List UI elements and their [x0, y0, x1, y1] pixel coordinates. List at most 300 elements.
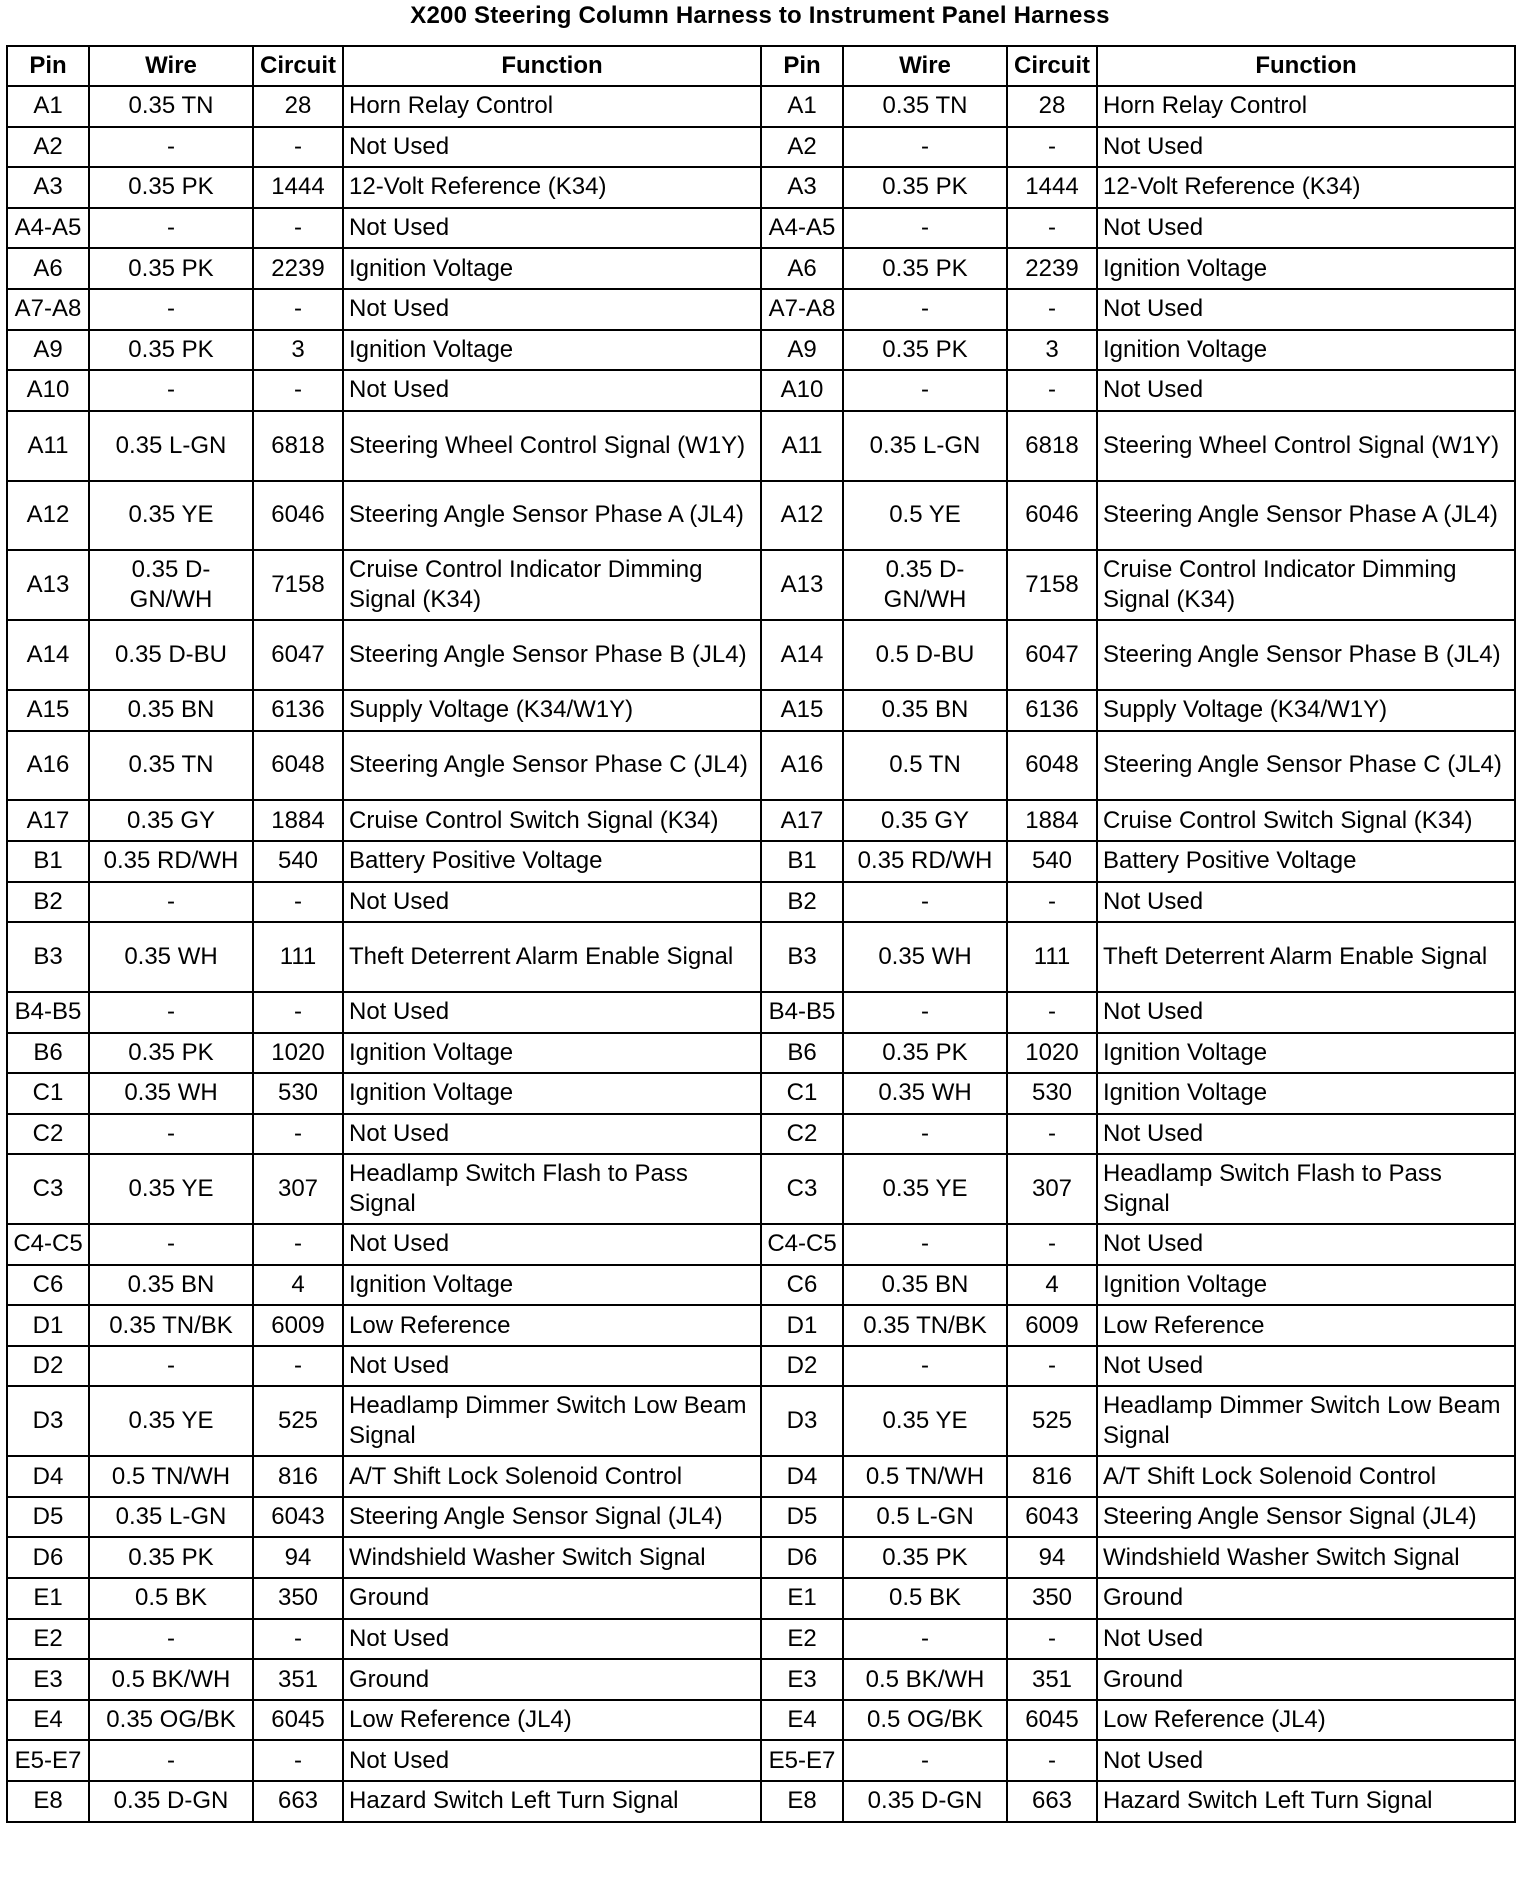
pin-cell: A17: [7, 800, 89, 841]
pin-cell: A11: [7, 411, 89, 481]
pin-cell: A6: [7, 248, 89, 289]
pin-cell: A9: [761, 330, 843, 371]
circuit-cell: -: [1007, 992, 1097, 1033]
pin-cell: A13: [7, 550, 89, 620]
function-cell: Not Used: [1097, 1224, 1515, 1265]
wire-cell: 0.35 WH: [89, 1073, 253, 1114]
pin-cell: E2: [7, 1619, 89, 1660]
function-cell: Low Reference: [1097, 1305, 1515, 1346]
wire-cell: 0.5 BK: [89, 1578, 253, 1619]
pin-cell: A7-A8: [7, 289, 89, 330]
pin-cell: B1: [761, 841, 843, 882]
wire-cell: -: [89, 992, 253, 1033]
table-row: [7, 731, 1515, 801]
pin-cell: A1: [761, 86, 843, 127]
function-cell: Not Used: [343, 1224, 761, 1265]
table-row: [7, 1781, 1515, 1822]
function-cell: Steering Angle Sensor Phase A (JL4): [343, 481, 761, 551]
circuit-cell: 3: [1007, 330, 1097, 371]
function-cell: Ignition Voltage: [343, 1265, 761, 1306]
function-cell: Cruise Control Indicator Dimming Signal (K34): [343, 550, 761, 620]
table-row: [7, 1497, 1515, 1538]
function-cell: Not Used: [343, 370, 761, 411]
pin-cell: A11: [761, 411, 843, 481]
circuit-cell: 530: [253, 1073, 343, 1114]
pin-cell: A9: [7, 330, 89, 371]
table-row: [7, 1305, 1515, 1346]
pin-cell: C6: [761, 1265, 843, 1306]
circuit-cell: 4: [1007, 1265, 1097, 1306]
circuit-cell: 111: [1007, 922, 1097, 992]
function-cell: Headlamp Dimmer Switch Low Beam Signal: [1097, 1386, 1515, 1456]
circuit-cell: 6136: [1007, 690, 1097, 731]
wire-cell: 0.5 BK/WH: [89, 1659, 253, 1700]
wire-cell: 0.35 PK: [843, 330, 1007, 371]
circuit-cell: -: [1007, 1619, 1097, 1660]
function-cell: 12-Volt Reference (K34): [343, 167, 761, 208]
circuit-cell: 6818: [253, 411, 343, 481]
wire-cell: 0.35 PK: [89, 330, 253, 371]
pin-cell: C3: [761, 1154, 843, 1224]
wire-cell: 0.5 TN/WH: [89, 1456, 253, 1497]
header-pin: Pin: [7, 46, 89, 86]
circuit-cell: 540: [253, 841, 343, 882]
pin-cell: A4-A5: [761, 208, 843, 249]
wire-cell: -: [89, 882, 253, 923]
function-cell: Ground: [1097, 1578, 1515, 1619]
wire-cell: 0.35 YE: [843, 1386, 1007, 1456]
circuit-cell: -: [1007, 882, 1097, 923]
pin-cell: D6: [7, 1537, 89, 1578]
circuit-cell: -: [1007, 1740, 1097, 1781]
circuit-cell: 6045: [253, 1700, 343, 1741]
table-row: [7, 167, 1515, 208]
circuit-cell: 111: [253, 922, 343, 992]
pin-cell: D2: [7, 1346, 89, 1387]
function-cell: Ignition Voltage: [1097, 330, 1515, 371]
wire-cell: 0.35 GY: [843, 800, 1007, 841]
table-row: [7, 1700, 1515, 1741]
function-cell: Headlamp Dimmer Switch Low Beam Signal: [343, 1386, 761, 1456]
wire-cell: -: [843, 1619, 1007, 1660]
circuit-cell: 4: [253, 1265, 343, 1306]
function-cell: Not Used: [1097, 1740, 1515, 1781]
table-row: [7, 1265, 1515, 1306]
pin-cell: A2: [7, 127, 89, 168]
wire-cell: 0.35 PK: [89, 248, 253, 289]
pin-cell: E5-E7: [761, 1740, 843, 1781]
pin-cell: C3: [7, 1154, 89, 1224]
table-row: [7, 289, 1515, 330]
table-row: [7, 1578, 1515, 1619]
circuit-cell: 663: [253, 1781, 343, 1822]
function-cell: Ignition Voltage: [343, 1073, 761, 1114]
pin-cell: E4: [761, 1700, 843, 1741]
function-cell: Ignition Voltage: [343, 1033, 761, 1074]
wire-cell: -: [843, 1114, 1007, 1155]
wire-cell: 0.35 D-GN/WH: [843, 550, 1007, 620]
function-cell: Ignition Voltage: [1097, 248, 1515, 289]
function-cell: Low Reference: [343, 1305, 761, 1346]
function-cell: Not Used: [343, 289, 761, 330]
function-cell: Cruise Control Indicator Dimming Signal (K34): [1097, 550, 1515, 620]
function-cell: Not Used: [1097, 1114, 1515, 1155]
function-cell: Ground: [343, 1659, 761, 1700]
circuit-cell: -: [1007, 289, 1097, 330]
function-cell: Headlamp Switch Flash to Pass Signal: [1097, 1154, 1515, 1224]
circuit-cell: 1020: [253, 1033, 343, 1074]
function-cell: Not Used: [1097, 370, 1515, 411]
pin-cell: A14: [761, 620, 843, 690]
table-row: [7, 248, 1515, 289]
pin-cell: A7-A8: [761, 289, 843, 330]
function-cell: Steering Angle Sensor Signal (JL4): [1097, 1497, 1515, 1538]
wire-cell: 0.5 YE: [843, 481, 1007, 551]
pin-cell: A16: [7, 731, 89, 801]
circuit-cell: 6048: [1007, 731, 1097, 801]
table-row: [7, 992, 1515, 1033]
function-cell: Ignition Voltage: [1097, 1265, 1515, 1306]
pin-cell: A1: [7, 86, 89, 127]
wire-cell: 0.35 WH: [89, 922, 253, 992]
wire-cell: -: [89, 208, 253, 249]
wire-cell: 0.35 TN: [843, 86, 1007, 127]
function-cell: Supply Voltage (K34/W1Y): [343, 690, 761, 731]
header-wire: Wire: [89, 46, 253, 86]
pin-cell: D3: [761, 1386, 843, 1456]
circuit-cell: 307: [1007, 1154, 1097, 1224]
table-row: [7, 1224, 1515, 1265]
pin-cell: B3: [7, 922, 89, 992]
pin-cell: C1: [761, 1073, 843, 1114]
pin-cell: A4-A5: [7, 208, 89, 249]
circuit-cell: -: [253, 992, 343, 1033]
function-cell: Not Used: [1097, 992, 1515, 1033]
function-cell: Not Used: [343, 208, 761, 249]
function-cell: Windshield Washer Switch Signal: [343, 1537, 761, 1578]
circuit-cell: 540: [1007, 841, 1097, 882]
pin-cell: E8: [761, 1781, 843, 1822]
circuit-cell: 6136: [253, 690, 343, 731]
header-function: Function: [343, 46, 761, 86]
pin-cell: C2: [761, 1114, 843, 1155]
function-cell: Ignition Voltage: [343, 330, 761, 371]
circuit-cell: 1444: [1007, 167, 1097, 208]
table-row: [7, 1114, 1515, 1155]
function-cell: Ignition Voltage: [1097, 1073, 1515, 1114]
circuit-cell: 351: [253, 1659, 343, 1700]
wire-cell: 0.35 YE: [843, 1154, 1007, 1224]
wire-cell: -: [89, 1619, 253, 1660]
wire-cell: 0.5 BK/WH: [843, 1659, 1007, 1700]
function-cell: A/T Shift Lock Solenoid Control: [343, 1456, 761, 1497]
circuit-cell: 6009: [253, 1305, 343, 1346]
circuit-cell: 6045: [1007, 1700, 1097, 1741]
function-cell: Ignition Voltage: [1097, 1033, 1515, 1074]
pin-cell: A3: [761, 167, 843, 208]
wire-cell: 0.5 D-BU: [843, 620, 1007, 690]
wire-cell: -: [843, 882, 1007, 923]
pin-cell: A13: [761, 550, 843, 620]
wire-cell: 0.35 BN: [89, 690, 253, 731]
function-cell: Low Reference (JL4): [343, 1700, 761, 1741]
table-row: [7, 922, 1515, 992]
pin-cell: B6: [761, 1033, 843, 1074]
circuit-cell: 6043: [253, 1497, 343, 1538]
circuit-cell: -: [253, 127, 343, 168]
circuit-cell: -: [1007, 208, 1097, 249]
function-cell: Windshield Washer Switch Signal: [1097, 1537, 1515, 1578]
pin-cell: E5-E7: [7, 1740, 89, 1781]
function-cell: Hazard Switch Left Turn Signal: [343, 1781, 761, 1822]
circuit-cell: 94: [253, 1537, 343, 1578]
pin-cell: B6: [7, 1033, 89, 1074]
circuit-cell: 3: [253, 330, 343, 371]
table-row: [7, 127, 1515, 168]
circuit-cell: -: [253, 1114, 343, 1155]
function-cell: Not Used: [343, 1346, 761, 1387]
function-cell: Steering Angle Sensor Signal (JL4): [343, 1497, 761, 1538]
pin-cell: C2: [7, 1114, 89, 1155]
table-row: [7, 690, 1515, 731]
function-cell: Headlamp Switch Flash to Pass Signal: [343, 1154, 761, 1224]
table-row: [7, 1073, 1515, 1114]
table-row: [7, 208, 1515, 249]
wire-cell: 0.35 PK: [843, 167, 1007, 208]
wire-cell: 0.35 D-GN: [89, 1781, 253, 1822]
table-row: [7, 86, 1515, 127]
function-cell: Steering Angle Sensor Phase A (JL4): [1097, 481, 1515, 551]
pin-cell: D1: [7, 1305, 89, 1346]
circuit-cell: -: [253, 289, 343, 330]
function-cell: Theft Deterrent Alarm Enable Signal: [343, 922, 761, 992]
wire-cell: 0.35 RD/WH: [843, 841, 1007, 882]
wire-cell: -: [89, 370, 253, 411]
pin-cell: A3: [7, 167, 89, 208]
circuit-cell: 2239: [1007, 248, 1097, 289]
function-cell: Steering Angle Sensor Phase B (JL4): [1097, 620, 1515, 690]
function-cell: Steering Angle Sensor Phase C (JL4): [1097, 731, 1515, 801]
function-cell: Not Used: [343, 1114, 761, 1155]
pin-cell: D3: [7, 1386, 89, 1456]
function-cell: Hazard Switch Left Turn Signal: [1097, 1781, 1515, 1822]
circuit-cell: 351: [1007, 1659, 1097, 1700]
circuit-cell: 350: [1007, 1578, 1097, 1619]
circuit-cell: 7158: [1007, 550, 1097, 620]
circuit-cell: -: [253, 1740, 343, 1781]
wire-cell: 0.35 GY: [89, 800, 253, 841]
wire-cell: 0.35 TN/BK: [89, 1305, 253, 1346]
function-cell: Cruise Control Switch Signal (K34): [1097, 800, 1515, 841]
wire-cell: -: [843, 1346, 1007, 1387]
wire-cell: -: [89, 289, 253, 330]
wire-cell: 0.35 YE: [89, 481, 253, 551]
function-cell: Low Reference (JL4): [1097, 1700, 1515, 1741]
wire-cell: 0.35 PK: [89, 167, 253, 208]
pin-cell: A10: [761, 370, 843, 411]
pin-cell: A6: [761, 248, 843, 289]
pin-cell: B1: [7, 841, 89, 882]
circuit-cell: -: [253, 208, 343, 249]
table-row: [7, 1456, 1515, 1497]
pin-cell: A15: [761, 690, 843, 731]
table-row: [7, 330, 1515, 371]
pin-cell: B4-B5: [761, 992, 843, 1033]
wire-cell: 0.5 TN: [843, 731, 1007, 801]
function-cell: Theft Deterrent Alarm Enable Signal: [1097, 922, 1515, 992]
wire-cell: 0.35 L-GN: [89, 1497, 253, 1538]
circuit-cell: 6043: [1007, 1497, 1097, 1538]
circuit-cell: -: [1007, 1224, 1097, 1265]
wire-cell: 0.35 D-GN/WH: [89, 550, 253, 620]
circuit-cell: -: [1007, 127, 1097, 168]
table-row: [7, 1346, 1515, 1387]
pin-cell: E2: [761, 1619, 843, 1660]
function-cell: Battery Positive Voltage: [1097, 841, 1515, 882]
circuit-cell: 6047: [1007, 620, 1097, 690]
table-row: [7, 1033, 1515, 1074]
wire-cell: -: [843, 992, 1007, 1033]
pin-cell: D4: [7, 1456, 89, 1497]
wire-cell: 0.35 D-BU: [89, 620, 253, 690]
function-cell: Steering Angle Sensor Phase C (JL4): [343, 731, 761, 801]
function-cell: Steering Angle Sensor Phase B (JL4): [343, 620, 761, 690]
pin-cell: B2: [7, 882, 89, 923]
wire-cell: -: [843, 370, 1007, 411]
wire-cell: 0.35 BN: [89, 1265, 253, 1306]
pin-cell: A15: [7, 690, 89, 731]
pin-cell: C4-C5: [7, 1224, 89, 1265]
wire-cell: 0.35 TN: [89, 86, 253, 127]
pin-cell: D6: [761, 1537, 843, 1578]
circuit-cell: 6047: [253, 620, 343, 690]
pin-cell: D4: [761, 1456, 843, 1497]
circuit-cell: 7158: [253, 550, 343, 620]
wire-cell: 0.35 WH: [843, 922, 1007, 992]
header-row: [7, 46, 1515, 86]
table-row: [7, 1740, 1515, 1781]
table-row: [7, 882, 1515, 923]
header-circuit: Circuit: [1007, 46, 1097, 86]
pin-cell: E8: [7, 1781, 89, 1822]
pin-cell: C1: [7, 1073, 89, 1114]
table-row: [7, 481, 1515, 551]
pin-cell: B2: [761, 882, 843, 923]
circuit-cell: 28: [1007, 86, 1097, 127]
circuit-cell: -: [253, 1619, 343, 1660]
table-row: [7, 1537, 1515, 1578]
circuit-cell: 307: [253, 1154, 343, 1224]
pin-cell: D5: [761, 1497, 843, 1538]
circuit-cell: 1444: [253, 167, 343, 208]
wire-cell: -: [843, 208, 1007, 249]
circuit-cell: 530: [1007, 1073, 1097, 1114]
table-row: [7, 620, 1515, 690]
function-cell: Steering Wheel Control Signal (W1Y): [343, 411, 761, 481]
wire-cell: 0.35 WH: [843, 1073, 1007, 1114]
pin-cell: A2: [761, 127, 843, 168]
wire-cell: -: [89, 1224, 253, 1265]
wire-cell: 0.5 TN/WH: [843, 1456, 1007, 1497]
wire-cell: 0.35 RD/WH: [89, 841, 253, 882]
wire-cell: 0.5 OG/BK: [843, 1700, 1007, 1741]
wire-cell: 0.35 L-GN: [843, 411, 1007, 481]
connector-table: [6, 45, 1516, 1823]
function-cell: A/T Shift Lock Solenoid Control: [1097, 1456, 1515, 1497]
pin-cell: B4-B5: [7, 992, 89, 1033]
function-cell: Not Used: [343, 1619, 761, 1660]
circuit-cell: 6046: [253, 481, 343, 551]
pin-cell: A17: [761, 800, 843, 841]
circuit-cell: 94: [1007, 1537, 1097, 1578]
circuit-cell: 6046: [1007, 481, 1097, 551]
pin-cell: A14: [7, 620, 89, 690]
header-function: Function: [1097, 46, 1515, 86]
function-cell: Not Used: [343, 1740, 761, 1781]
wire-cell: 0.35 PK: [843, 1537, 1007, 1578]
function-cell: Not Used: [1097, 1346, 1515, 1387]
function-cell: Supply Voltage (K34/W1Y): [1097, 690, 1515, 731]
table-row: [7, 1154, 1515, 1224]
circuit-cell: 1884: [1007, 800, 1097, 841]
pin-cell: E3: [761, 1659, 843, 1700]
table-row: [7, 1386, 1515, 1456]
wire-cell: -: [89, 1740, 253, 1781]
function-cell: Not Used: [1097, 1619, 1515, 1660]
pin-cell: E1: [7, 1578, 89, 1619]
circuit-cell: 2239: [253, 248, 343, 289]
circuit-cell: 350: [253, 1578, 343, 1619]
wire-cell: 0.35 D-GN: [843, 1781, 1007, 1822]
wire-cell: 0.35 TN/BK: [843, 1305, 1007, 1346]
wire-cell: 0.35 PK: [843, 1033, 1007, 1074]
pin-cell: D2: [761, 1346, 843, 1387]
wire-cell: -: [89, 1346, 253, 1387]
wire-cell: -: [843, 127, 1007, 168]
function-cell: Ground: [1097, 1659, 1515, 1700]
function-cell: Not Used: [343, 882, 761, 923]
wire-cell: 0.35 PK: [89, 1033, 253, 1074]
wire-cell: 0.35 L-GN: [89, 411, 253, 481]
circuit-cell: 28: [253, 86, 343, 127]
table-row: [7, 1619, 1515, 1660]
circuit-cell: -: [1007, 1114, 1097, 1155]
table-row: [7, 800, 1515, 841]
function-cell: Not Used: [1097, 208, 1515, 249]
pin-cell: A16: [761, 731, 843, 801]
wire-cell: 0.5 BK: [843, 1578, 1007, 1619]
header-circuit: Circuit: [253, 46, 343, 86]
wire-cell: -: [89, 127, 253, 168]
function-cell: Ignition Voltage: [343, 248, 761, 289]
function-cell: 12-Volt Reference (K34): [1097, 167, 1515, 208]
function-cell: Steering Wheel Control Signal (W1Y): [1097, 411, 1515, 481]
pin-cell: E4: [7, 1700, 89, 1741]
function-cell: Ground: [343, 1578, 761, 1619]
pin-cell: A12: [761, 481, 843, 551]
circuit-cell: -: [1007, 1346, 1097, 1387]
table-row: [7, 370, 1515, 411]
wire-cell: -: [843, 1224, 1007, 1265]
pin-cell: D5: [7, 1497, 89, 1538]
wire-cell: 0.35 PK: [89, 1537, 253, 1578]
pin-cell: E3: [7, 1659, 89, 1700]
circuit-cell: 525: [253, 1386, 343, 1456]
pin-cell: C6: [7, 1265, 89, 1306]
function-cell: Horn Relay Control: [343, 86, 761, 127]
pin-cell: B3: [761, 922, 843, 992]
wire-cell: 0.35 YE: [89, 1386, 253, 1456]
